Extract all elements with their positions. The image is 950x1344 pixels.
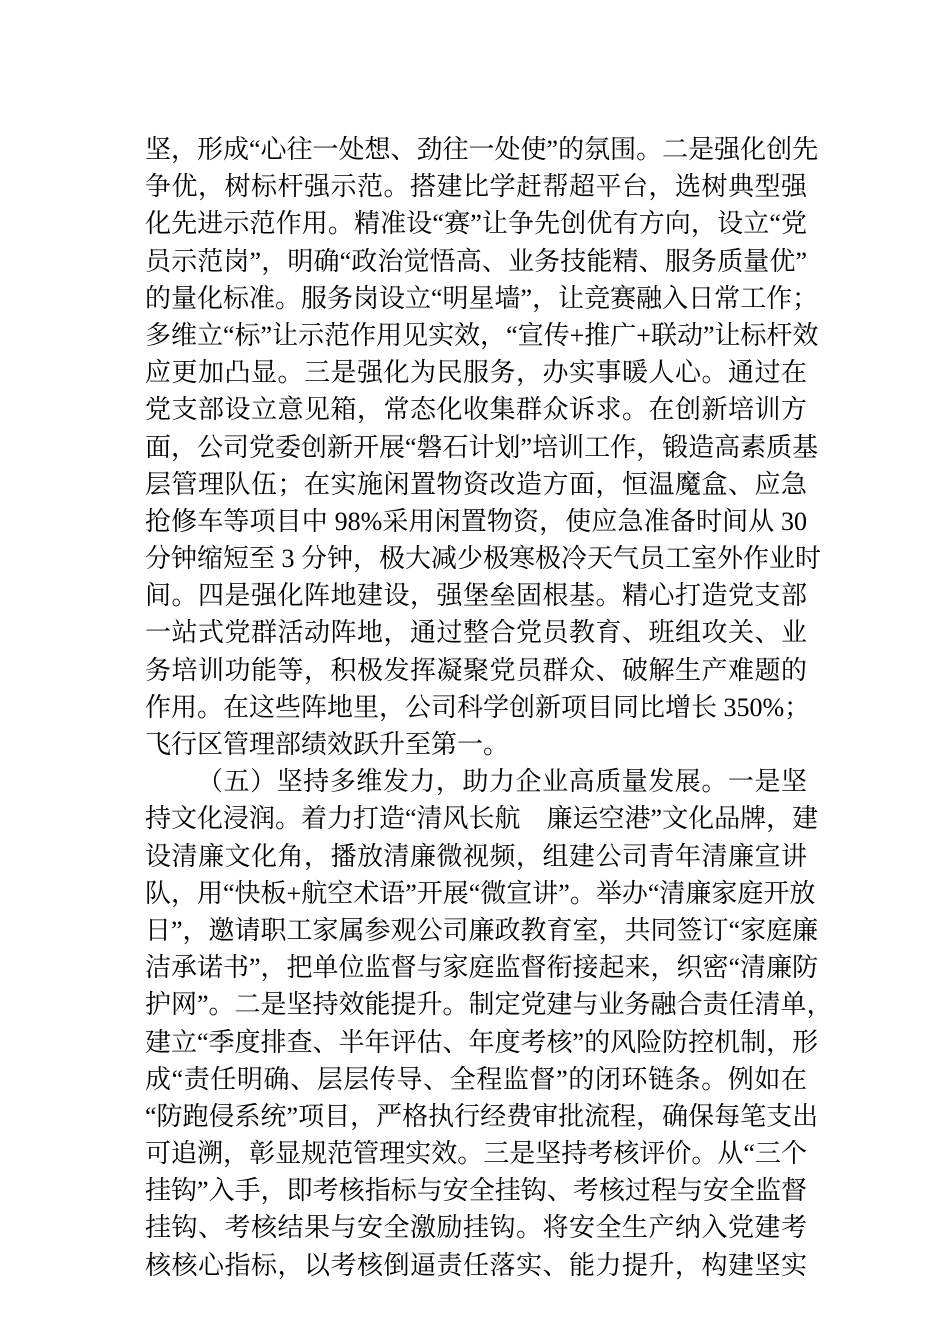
text-line: 一站式党群活动阵地，通过整合党员教育、班组攻关、业 (145, 618, 807, 648)
text-line: 分钟缩短至 3 分钟，极大减少极寒极冷天气员工室外作业时 (145, 544, 822, 574)
text-line: 洁承诺书”，把单位监督与家庭监督衔接起来，织密“清廉防 (145, 953, 819, 983)
text-line: 员示范岗”，明确“政治觉悟高、业务技能精、服务质量优” (145, 246, 807, 276)
text-line: 挂钩”入手，即考核指标与安全挂钩、考核过程与安全监督 (145, 1176, 807, 1206)
text-line: 务培训功能等，积极发挥凝聚党员群众、破解生产难题的 (145, 655, 807, 685)
text-line: 队，用“快板+航空术语”开展“微宣讲”。举办“清廉家庭开放 (145, 878, 816, 908)
text-line: （五）坚持多维发力，助力企业高质量发展。一是坚 (197, 767, 807, 797)
text-line: 成“责任明确、层层传导、全程监督”的闭环链条。例如在 (145, 1064, 807, 1094)
text-line: 挂钩、考核结果与安全激励挂钩。将安全生产纳入党建考 (145, 1213, 807, 1243)
paragraph-2 (145, 763, 833, 1284)
text-line: 作用。在这些阵地里，公司科学创新项目同比增长 350%； (145, 692, 811, 722)
text-line: 可追溯，彰显规范管理实效。三是坚持考核评价。从“三个 (145, 1139, 807, 1169)
text-line: 应更加凸显。三是强化为民服务，办实事暖人心。通过在 (145, 358, 807, 388)
paragraph-1 (145, 131, 822, 763)
text-line: 飞行区管理部绩效跃升至第一。 (145, 730, 510, 759)
text-line: 护网”。二是坚持效能提升。制定党建与业务融合责任清单， (145, 990, 833, 1020)
text-line: 化先进示范作用。精准设“赛”让争先创优有方向，设立“党 (145, 209, 807, 239)
text-line: 层管理队伍；在实施闲置物资改造方面，恒温魔盒、应急 (145, 469, 807, 499)
text-line: 持文化浸润。着力打造“清风长航 廉运空港”文化品牌，建 (145, 804, 819, 834)
text-line: 多维立“标”让示范作用见实效，“宣传+推广+联动”让标杆效 (145, 320, 819, 350)
text-line: 党支部设立意见箱，常态化收集群众诉求。在创新培训方 (145, 395, 807, 425)
text-line: 面，公司党委创新开展“磐石计划”培训工作，锻造高素质基 (145, 432, 819, 462)
text-line: 的量化标准。服务岗设立“明星墙”，让竞赛融入日常工作； (145, 283, 819, 313)
text-line: 核核心指标，以考核倒逼责任落实、能力提升，构建坚实 (145, 1250, 807, 1280)
text-line: 设清廉文化角，播放清廉微视频，组建公司青年清廉宣讲 (145, 841, 807, 871)
text-line: 争优，树标杆强示范。搭建比学赶帮超平台，选树典型强 (145, 172, 807, 202)
text-line: 坚，形成“心往一处想、劲往一处使”的氛围。二是强化创先 (145, 135, 819, 164)
text-line: 抢修车等项目中 98%采用闲置物资，使应急准备时间从 30 (145, 506, 807, 536)
document-page (145, 131, 833, 1284)
text-line: 建立“季度排查、半年评估、年度考核”的风险防控机制，形 (145, 1027, 819, 1057)
text-line: 间。四是强化阵地建设，强堡垒固根基。精心打造党支部 (145, 581, 807, 611)
text-line: 日”，邀请职工家属参观公司廉政教育室，共同签订“家庭廉 (145, 915, 819, 945)
text-line: “防跑侵系统”项目，严格执行经费审批流程，确保每笔支出 (145, 1101, 819, 1131)
